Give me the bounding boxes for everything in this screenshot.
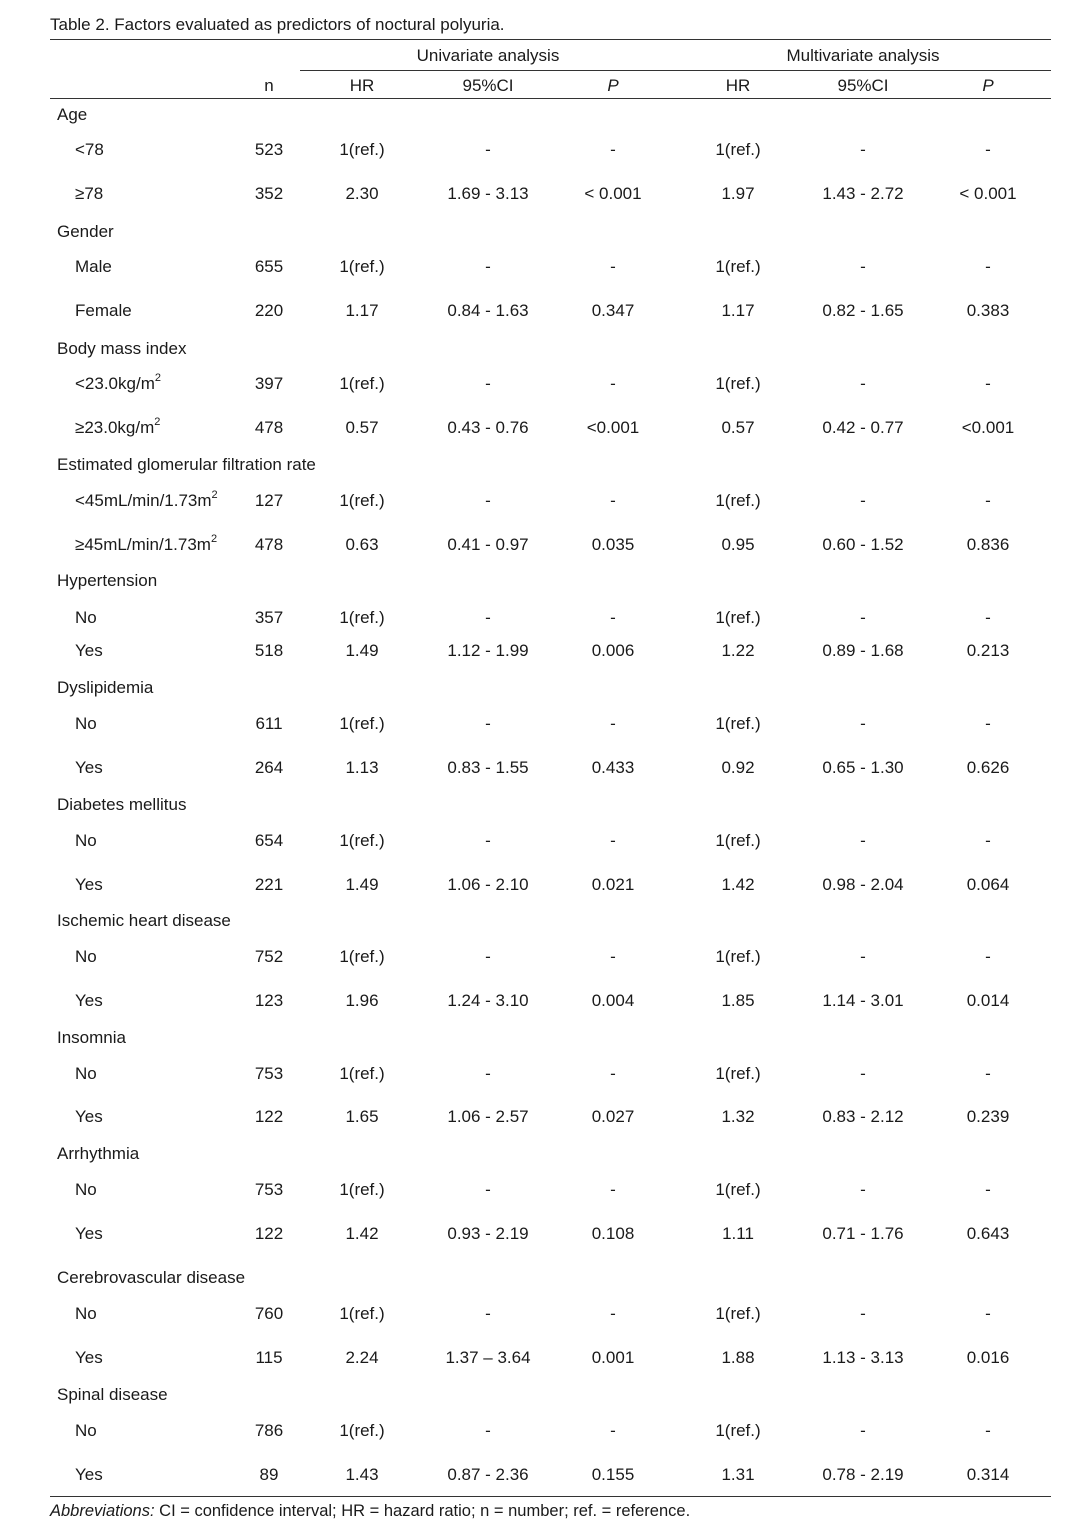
cell-hr-uni: 1(ref.): [339, 831, 385, 850]
cell-p-uni: -: [610, 831, 616, 850]
cell-hr-multi: 1(ref.): [715, 947, 761, 966]
cell-hr-multi: 1(ref.): [715, 257, 761, 276]
cell-ci-multi: -: [860, 608, 866, 627]
unit-superscript: 2: [154, 416, 161, 429]
col-header-p-univariate: P: [607, 76, 619, 95]
row-label-text: ≥45mL/min/1.73m: [75, 535, 211, 554]
cell-n: 786: [254, 1421, 284, 1440]
cell-ci-multi: 0.82 - 1.65: [822, 301, 904, 320]
row-label: [75, 139, 104, 161]
cell-n: 352: [254, 184, 284, 203]
row-label: [75, 830, 97, 852]
row-label-text: Yes: [75, 875, 103, 894]
cell-p-uni: 0.347: [591, 301, 635, 320]
cell-ci-multi: 0.42 - 0.77: [822, 418, 904, 437]
cell-hr-multi: 1(ref.): [715, 140, 761, 159]
cell-ci-multi: -: [860, 1304, 866, 1323]
col-header-ci-univariate: 95%CI: [462, 76, 514, 95]
cell-n: 611: [255, 714, 283, 733]
row-label-text: No: [75, 1304, 97, 1323]
cell-hr-uni: 1(ref.): [339, 608, 385, 627]
row-label: [75, 183, 103, 205]
cell-hr-uni: 1(ref.): [339, 140, 385, 159]
category-label: Arrhythmia: [57, 1144, 140, 1163]
cell-ci-uni: -: [485, 1421, 491, 1440]
row-label-text: ≥78: [75, 184, 104, 203]
table-caption: Table 2. Factors evaluated as predictors of noctural polyuria.: [50, 15, 505, 34]
cell-ci-multi: 1.14 - 3.01: [822, 991, 904, 1010]
row-label: [75, 256, 112, 278]
row-label: [75, 300, 132, 322]
cell-hr-uni: 1(ref.): [339, 1421, 385, 1440]
cell-ci-multi: 0.89 - 1.68: [822, 641, 904, 660]
cell-n: 127: [254, 491, 284, 510]
cell-p-multi: 0.016: [966, 1348, 1010, 1367]
cell-hr-uni: 1.17: [345, 301, 379, 320]
cell-n: 123: [254, 991, 284, 1010]
cell-hr-multi: 1(ref.): [715, 714, 761, 733]
row-label: [75, 534, 217, 556]
cell-ci-uni: 1.06 - 2.57: [447, 1107, 529, 1126]
cell-p-multi: 0.626: [966, 758, 1010, 777]
row-label-text: Yes: [75, 758, 103, 777]
univariate-group-rule: [300, 70, 675, 71]
row-label: [75, 1223, 103, 1245]
row-label-text: Male: [75, 257, 112, 276]
cell-p-uni: 0.006: [591, 641, 635, 660]
row-label-text: Yes: [75, 1348, 103, 1367]
row-label-text: <45mL/min/1.73m: [75, 491, 212, 510]
cell-p-multi: -: [985, 374, 991, 393]
cell-p-multi: <0.001: [961, 418, 1015, 437]
cell-ci-uni: -: [485, 947, 491, 966]
cell-p-uni: 0.433: [591, 758, 635, 777]
row-label: [75, 990, 103, 1012]
cell-p-multi: -: [985, 1421, 991, 1440]
cell-p-uni: -: [610, 1304, 616, 1323]
cell-p-multi: -: [985, 831, 991, 850]
cell-hr-multi: 1.22: [721, 641, 755, 660]
col-header-hr-multivariate: HR: [725, 76, 751, 95]
cell-hr-uni: 2.30: [345, 184, 379, 203]
row-label-text: Yes: [75, 1107, 103, 1126]
cell-p-multi: 0.064: [966, 875, 1010, 894]
cell-ci-multi: -: [860, 374, 866, 393]
cell-p-multi: -: [985, 714, 991, 733]
cell-hr-uni: 1(ref.): [339, 491, 385, 510]
row-label: [75, 607, 97, 629]
cell-p-multi: -: [985, 1304, 991, 1323]
cell-p-uni: <0.001: [586, 418, 640, 437]
cell-p-uni: 0.108: [591, 1224, 635, 1243]
cell-n: 89: [259, 1465, 279, 1484]
cell-p-uni: -: [610, 608, 616, 627]
cell-ci-multi: -: [860, 1064, 866, 1083]
cell-ci-multi: 0.98 - 2.04: [822, 875, 904, 894]
unit-superscript: 2: [154, 372, 161, 385]
category-label: Age: [57, 105, 88, 124]
cell-n: 478: [254, 418, 284, 437]
cell-hr-multi: 1(ref.): [715, 1064, 761, 1083]
cell-hr-uni: 1(ref.): [339, 1064, 385, 1083]
cell-p-multi: 0.014: [966, 991, 1010, 1010]
row-label-text: No: [75, 1421, 97, 1440]
cell-hr-multi: 1(ref.): [715, 1180, 761, 1199]
cell-p-multi: 0.314: [966, 1465, 1010, 1484]
unit-superscript: 2: [211, 489, 218, 502]
footnote-prefix: Abbreviations:: [50, 1502, 155, 1520]
row-label-text: No: [75, 1064, 97, 1083]
cell-ci-multi: -: [860, 1180, 866, 1199]
row-label-text: Yes: [75, 641, 103, 660]
row-label: [75, 757, 103, 779]
category-label: Dyslipidemia: [57, 678, 154, 697]
cell-hr-uni: 1.65: [345, 1107, 379, 1126]
cell-p-uni: 0.004: [591, 991, 635, 1010]
row-label: [75, 1063, 97, 1085]
multivariate-group-rule: [675, 70, 1051, 71]
cell-ci-uni: 0.84 - 1.63: [447, 301, 529, 320]
cell-n: 760: [254, 1304, 284, 1323]
cell-hr-multi: 0.95: [721, 535, 755, 554]
category-label: Diabetes mellitus: [57, 795, 187, 814]
cell-hr-uni: 1.49: [345, 875, 379, 894]
category-label: Hypertension: [57, 571, 158, 590]
cell-p-uni: -: [610, 491, 616, 510]
cell-n: 753: [254, 1064, 284, 1083]
cell-p-multi: 0.239: [966, 1107, 1010, 1126]
cell-hr-multi: 1.17: [721, 301, 755, 320]
cell-n: 478: [254, 535, 284, 554]
cell-ci-multi: 0.71 - 1.76: [822, 1224, 904, 1243]
row-label: [75, 640, 103, 662]
row-label: [75, 1464, 103, 1486]
cell-hr-multi: 1.97: [721, 184, 755, 203]
cell-n: 264: [254, 758, 284, 777]
cell-hr-multi: 1(ref.): [715, 608, 761, 627]
row-label-text: ≥23.0kg/m: [75, 418, 155, 437]
cell-ci-uni: -: [485, 140, 491, 159]
row-label-text: No: [75, 608, 97, 627]
category-label: Gender: [57, 222, 114, 241]
row-label: [75, 874, 103, 896]
cell-hr-multi: 1.31: [721, 1465, 755, 1484]
row-label: [75, 1179, 97, 1201]
cell-p-multi: -: [985, 491, 991, 510]
cell-hr-uni: 1(ref.): [339, 947, 385, 966]
row-label: [75, 1303, 97, 1325]
cell-p-uni: -: [610, 374, 616, 393]
category-label: Body mass index: [57, 339, 187, 358]
cell-p-multi: -: [985, 140, 991, 159]
cell-n: 752: [254, 947, 284, 966]
row-label-text: Yes: [75, 1224, 103, 1243]
cell-p-multi: 0.836: [966, 535, 1010, 554]
cell-p-uni: -: [610, 947, 616, 966]
cell-ci-uni: -: [485, 1304, 491, 1323]
row-label: [75, 713, 97, 735]
row-label-text: No: [75, 947, 97, 966]
header-bottom-rule: [50, 98, 1051, 99]
cell-ci-multi: -: [860, 947, 866, 966]
cell-ci-uni: 0.43 - 0.76: [447, 418, 529, 437]
cell-ci-multi: -: [860, 140, 866, 159]
row-label-text: No: [75, 1180, 97, 1199]
row-label-text: Female: [75, 301, 132, 320]
cell-hr-uni: 1(ref.): [339, 257, 385, 276]
cell-p-uni: 0.155: [591, 1465, 635, 1484]
cell-hr-multi: 1(ref.): [715, 491, 761, 510]
cell-ci-uni: -: [485, 374, 491, 393]
row-label: [75, 490, 218, 512]
row-label-text: No: [75, 714, 97, 733]
cell-n: 221: [254, 875, 284, 894]
cell-ci-uni: 1.12 - 1.99: [447, 641, 529, 660]
col-header-ci-multivariate: 95%CI: [837, 76, 889, 95]
cell-p-multi: 0.643: [966, 1224, 1010, 1243]
cell-p-uni: -: [610, 1064, 616, 1083]
cell-n: 753: [254, 1180, 284, 1199]
cell-p-uni: 0.021: [591, 875, 635, 894]
cell-ci-multi: -: [860, 257, 866, 276]
cell-n: 115: [255, 1348, 283, 1367]
cell-hr-uni: 1.49: [345, 641, 379, 660]
cell-p-uni: 0.001: [591, 1348, 635, 1367]
cell-p-uni: -: [610, 1180, 616, 1199]
row-label-text: <23.0kg/m: [75, 374, 155, 393]
cell-p-multi: -: [985, 257, 991, 276]
category-label: Cerebrovascular disease: [57, 1268, 246, 1287]
row-label-text: Yes: [75, 1465, 103, 1484]
cell-hr-uni: 2.24: [345, 1348, 379, 1367]
row-label: [75, 1420, 97, 1442]
cell-hr-multi: 1.42: [721, 875, 755, 894]
cell-p-uni: -: [610, 1421, 616, 1440]
cell-ci-multi: 0.65 - 1.30: [822, 758, 904, 777]
cell-hr-uni: 1(ref.): [339, 1180, 385, 1199]
cell-ci-multi: 1.43 - 2.72: [822, 184, 904, 203]
cell-hr-multi: 0.92: [721, 758, 755, 777]
category-label: Spinal disease: [57, 1385, 168, 1404]
cell-hr-uni: 1(ref.): [339, 714, 385, 733]
cell-hr-uni: 1.96: [345, 991, 379, 1010]
cell-ci-uni: -: [485, 257, 491, 276]
cell-ci-uni: -: [485, 714, 491, 733]
cell-p-uni: < 0.001: [584, 184, 642, 203]
cell-hr-uni: 1(ref.): [339, 374, 385, 393]
cell-p-uni: -: [610, 140, 616, 159]
cell-ci-multi: 0.78 - 2.19: [822, 1465, 904, 1484]
cell-n: 122: [254, 1107, 284, 1126]
cell-hr-uni: 1.13: [345, 758, 379, 777]
cell-hr-multi: 1.85: [721, 991, 755, 1010]
cell-p-uni: -: [610, 257, 616, 276]
cell-p-uni: 0.035: [591, 535, 635, 554]
cell-ci-uni: 0.41 - 0.97: [447, 535, 529, 554]
category-label: Estimated glomerular filtration rate: [57, 455, 316, 474]
unit-superscript: 2: [210, 533, 218, 546]
row-label-text: No: [75, 831, 97, 850]
cell-ci-uni: -: [485, 831, 491, 850]
cell-p-multi: 0.383: [966, 301, 1010, 320]
cell-ci-uni: 0.87 - 2.36: [447, 1465, 529, 1484]
cell-n: 397: [254, 374, 284, 393]
cell-hr-uni: 0.57: [345, 418, 379, 437]
cell-p-uni: -: [610, 714, 616, 733]
cell-hr-multi: 1.32: [721, 1107, 755, 1126]
cell-hr-multi: 1(ref.): [715, 374, 761, 393]
row-label-text: Yes: [75, 991, 103, 1010]
cell-ci-uni: 1.24 - 3.10: [447, 991, 529, 1010]
cell-hr-multi: 1(ref.): [715, 1304, 761, 1323]
cell-ci-multi: 0.60 - 1.52: [822, 535, 904, 554]
cell-p-multi: -: [985, 1180, 991, 1199]
row-label-text: <78: [75, 140, 104, 159]
cell-ci-uni: -: [485, 491, 491, 510]
row-label: [75, 417, 160, 439]
cell-ci-uni: 1.06 - 2.10: [447, 875, 529, 894]
table-footnote: [50, 1500, 690, 1522]
cell-hr-uni: 1.42: [345, 1224, 379, 1243]
cell-ci-multi: -: [860, 714, 866, 733]
cell-hr-multi: 1(ref.): [715, 1421, 761, 1440]
cell-p-multi: -: [985, 947, 991, 966]
cell-hr-multi: 0.57: [721, 418, 755, 437]
cell-p-multi: < 0.001: [959, 184, 1017, 203]
cell-p-uni: 0.027: [591, 1107, 635, 1126]
col-header-p-multivariate: P: [982, 76, 994, 95]
footnote-text: CI = confidence interval; HR = hazard ratio; n = number; ref. = reference.: [154, 1502, 691, 1520]
cell-n: 654: [254, 831, 284, 850]
cell-n: 655: [254, 257, 284, 276]
cell-hr-multi: 1(ref.): [715, 831, 761, 850]
cell-p-multi: -: [985, 1064, 991, 1083]
row-label: [75, 1347, 103, 1369]
col-header-hr-univariate: HR: [349, 76, 375, 95]
cell-p-multi: -: [985, 608, 991, 627]
cell-n: 122: [254, 1224, 284, 1243]
category-label: Insomnia: [57, 1028, 126, 1047]
cell-n: 518: [254, 641, 284, 660]
cell-ci-multi: 1.13 - 3.13: [822, 1348, 904, 1367]
top-rule: [50, 39, 1051, 40]
cell-p-multi: 0.213: [966, 641, 1010, 660]
bottom-rule: [50, 1496, 1051, 1497]
cell-hr-uni: 1.43: [345, 1465, 379, 1484]
row-label: [75, 1106, 103, 1128]
cell-ci-uni: -: [485, 1180, 491, 1199]
cell-ci-multi: -: [860, 491, 866, 510]
cell-ci-uni: 1.69 - 3.13: [447, 184, 529, 203]
row-label: [75, 373, 161, 395]
cell-ci-uni: 1.37 – 3.64: [445, 1348, 531, 1367]
cell-hr-multi: 1.88: [721, 1348, 755, 1367]
cell-ci-uni: -: [485, 608, 491, 627]
col-header-n: n: [264, 76, 274, 95]
cell-ci-uni: -: [485, 1064, 491, 1083]
cell-hr-multi: 1.11: [722, 1224, 754, 1243]
cell-ci-multi: 0.83 - 2.12: [822, 1107, 904, 1126]
category-label: Ischemic heart disease: [57, 911, 231, 930]
cell-ci-multi: -: [860, 1421, 866, 1440]
row-label: [75, 946, 97, 968]
cell-hr-uni: 0.63: [345, 535, 379, 554]
cell-n: 523: [254, 140, 284, 159]
cell-n: 220: [254, 301, 284, 320]
multivariate-analysis-header: Multivariate analysis: [786, 46, 940, 65]
cell-ci-uni: 0.83 - 1.55: [447, 758, 529, 777]
cell-ci-uni: 0.93 - 2.19: [447, 1224, 529, 1243]
cell-n: 357: [254, 608, 284, 627]
univariate-analysis-header: Univariate analysis: [416, 46, 560, 65]
cell-hr-uni: 1(ref.): [339, 1304, 385, 1323]
cell-ci-multi: -: [860, 831, 866, 850]
